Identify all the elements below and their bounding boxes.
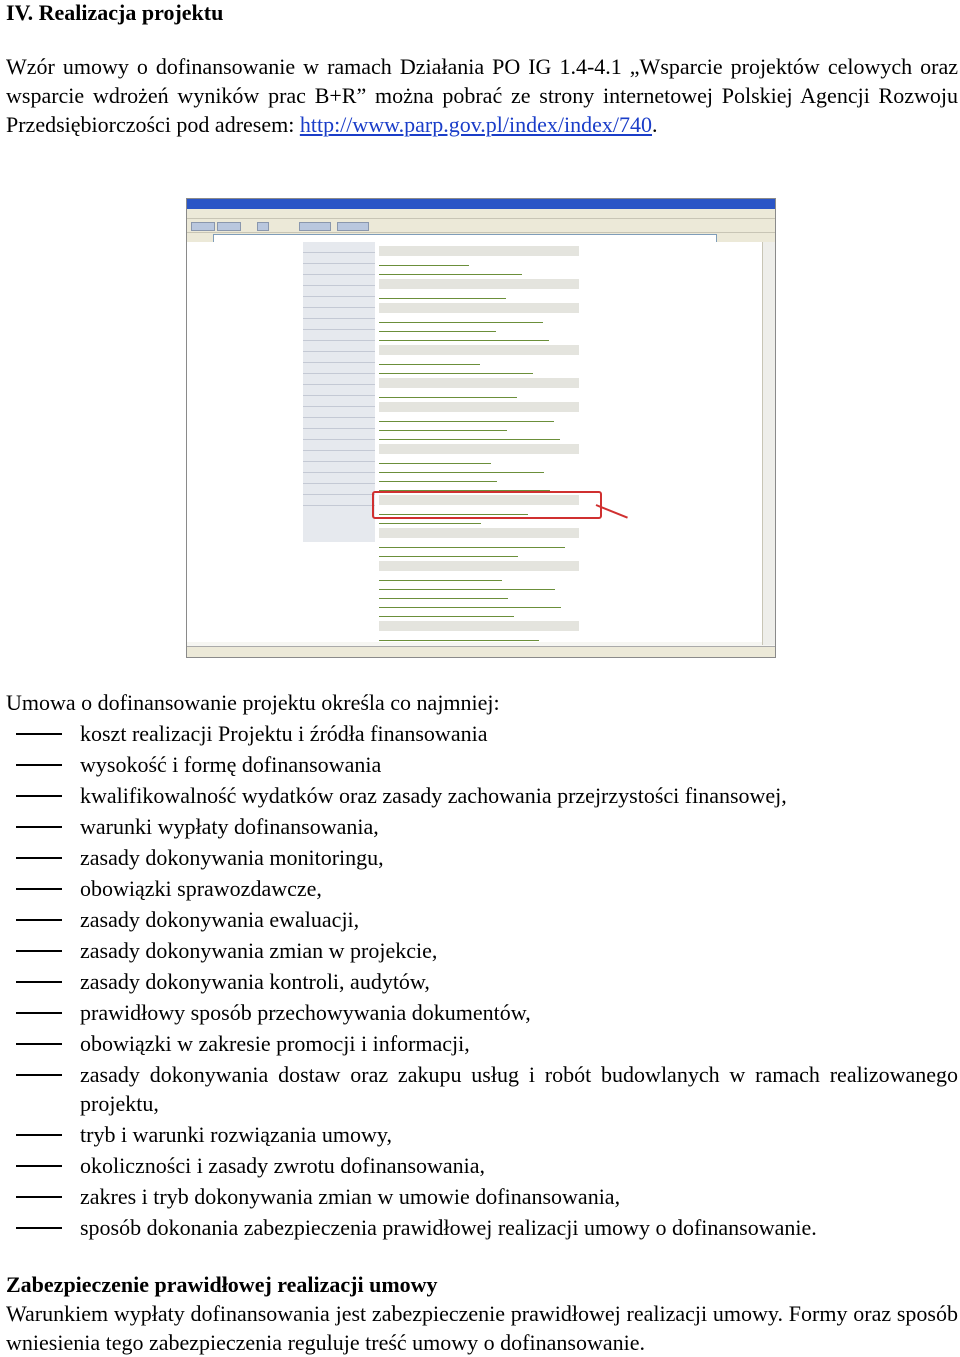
requirement-item <box>0 780 960 811</box>
screenshot-link-row <box>379 476 497 482</box>
screenshot-section-header <box>379 621 579 631</box>
screenshot-sidebar-row <box>303 473 375 484</box>
requirement-text: kwalifikowalność wydatków oraz zasady zachowania przejrzystości finansowej, <box>80 783 787 808</box>
dash-bullet <box>16 1165 62 1167</box>
requirement-item <box>0 842 960 873</box>
requirement-text: zasady dokonywania ewaluacji, <box>80 907 360 932</box>
requirement-item <box>0 1028 960 1059</box>
requirement-item <box>0 1181 960 1212</box>
requirement-text: tryb i warunki rozwiązania umowy, <box>80 1122 392 1147</box>
requirement-item <box>0 873 960 904</box>
screenshot-link-row <box>379 542 565 548</box>
requirement-text: warunki wypłaty dofinansowania, <box>80 814 379 839</box>
parp-link[interactable]: http://www.parp.gov.pl/index/index/740 <box>299 112 653 137</box>
screenshot-sidebar-row <box>303 374 375 385</box>
screenshot-sidebar-row <box>303 484 375 495</box>
requirement-item <box>0 811 960 842</box>
screenshot-link-row <box>379 551 518 557</box>
requirement-text: wysokość i formę dofinansowania <box>80 752 382 777</box>
screenshot-link-row <box>379 635 539 641</box>
screenshot-section-header <box>379 402 579 412</box>
requirement-text: zasady dokonywania monitoringu, <box>80 845 384 870</box>
requirements-intro: Umowa o dofinansowanie projektu określa co najmniej: <box>6 690 500 715</box>
screenshot-section-header <box>379 246 579 256</box>
screenshot-section-header <box>379 378 579 388</box>
dash-bullet <box>16 981 62 983</box>
security-section-text: Warunkiem wypłaty dofinansowania jest zabezpieczenie prawidłowej realizacji umowy. Formy oraz sposób wniesienia tego zabezpieczenia reguluje treść umowy o dofinansowanie. <box>6 1301 958 1355</box>
screenshot-section-header <box>379 279 579 289</box>
embedded-browser-screenshot <box>186 198 776 658</box>
screenshot-sidebar-row <box>303 297 375 308</box>
screenshot-sidebar-row <box>303 275 375 286</box>
screenshot-sidebar-row <box>303 242 375 253</box>
requirement-text: sposób dokonania zabezpieczenia prawidłowej realizacji umowy o dofinansowanie. <box>80 1215 817 1240</box>
requirement-item <box>0 749 960 780</box>
section-heading: IV. Realizacja projektu <box>6 0 224 25</box>
requirement-text: prawidłowy sposób przechowywania dokumentów, <box>80 1000 531 1025</box>
screenshot-link-row <box>379 269 522 275</box>
requirement-item <box>0 997 960 1028</box>
requirement-text: obowiązki w zakresie promocji i informacji, <box>80 1031 470 1056</box>
requirement-item <box>0 718 960 749</box>
screenshot-sidebar-row <box>303 319 375 330</box>
requirement-text: zasady dokonywania kontroli, audytów, <box>80 969 430 994</box>
requirement-text: zakres i tryb dokonywania zmian w umowie dofinansowania, <box>80 1184 621 1209</box>
screenshot-statusbar <box>187 646 775 657</box>
screenshot-sidebar-row <box>303 363 375 374</box>
screenshot-sidebar-row <box>303 286 375 297</box>
screenshot-highlight-box <box>372 491 602 519</box>
screenshot-sidebar-row <box>303 407 375 418</box>
screenshot-link-row <box>379 416 554 422</box>
screenshot-titlebar <box>187 199 775 209</box>
screenshot-link-row <box>379 602 561 608</box>
screenshot-section-header <box>379 345 579 355</box>
requirement-item <box>0 904 960 935</box>
requirement-text: zasady dokonywania dostaw oraz zakupu usług i robót budowlanych w ramach realizowanego projektu, <box>80 1062 958 1116</box>
dash-bullet <box>16 733 62 735</box>
screenshot-link-row <box>379 458 491 464</box>
screenshot-link-row <box>379 293 506 299</box>
screenshot-main-list <box>379 242 579 642</box>
screenshot-sidebar-row <box>303 495 375 506</box>
screenshot-sidebar-row <box>303 352 375 363</box>
requirement-text: okoliczności i zasady zwrotu dofinansowania, <box>80 1153 486 1178</box>
screenshot-link-row <box>379 584 555 590</box>
screenshot-link-row <box>379 359 480 365</box>
requirement-text: koszt realizacji Projektu i źródła finansowania <box>80 721 488 746</box>
screenshot-sidebar-row <box>303 308 375 319</box>
dash-bullet <box>16 1074 62 1076</box>
screenshot-sidebar-row <box>303 253 375 264</box>
dash-bullet <box>16 1227 62 1229</box>
dash-bullet <box>16 826 62 828</box>
requirement-item <box>0 1119 960 1150</box>
dash-bullet <box>16 888 62 890</box>
screenshot-link-row <box>379 260 469 266</box>
screenshot-sidebar-row <box>303 330 375 341</box>
screenshot-section-header <box>379 528 579 538</box>
screenshot-sidebar-row <box>303 451 375 462</box>
screenshot-section-header <box>379 303 579 313</box>
screenshot-section-header <box>379 444 579 454</box>
screenshot-link-row <box>379 575 502 581</box>
security-section-title: Zabezpieczenie prawidłowej realizacji umowy <box>6 1272 438 1297</box>
dash-bullet <box>16 1196 62 1198</box>
dash-bullet <box>16 1134 62 1136</box>
screenshot-sidebar-row <box>303 385 375 396</box>
intro-text: Wzór umowy o dofinansowanie w ramach Działania PO IG 1.4-4.1 „Wsparcie projektów celowych oraz wsparcie wdrożeń wyników prac B+R” można pobrać ze strony internetowej Polskiej Agencji Rozwoju Przedsiębiorczości pod adresem: <box>6 54 958 137</box>
dash-bullet <box>16 950 62 952</box>
dash-bullet <box>16 857 62 859</box>
screenshot-toolbar <box>187 219 775 233</box>
screenshot-link-row <box>379 368 533 374</box>
requirement-item <box>0 1150 960 1181</box>
requirement-item <box>0 935 960 966</box>
screenshot-link-row <box>379 335 549 341</box>
screenshot-link-row <box>379 326 496 332</box>
screenshot-sidebar-row <box>303 396 375 407</box>
dash-bullet <box>16 1043 62 1045</box>
screenshot-link-row <box>379 611 514 617</box>
screenshot-link-row <box>379 425 507 431</box>
screenshot-page-content <box>187 242 775 642</box>
requirement-item <box>0 966 960 997</box>
requirements-list <box>0 718 960 1243</box>
requirement-item <box>0 1059 960 1119</box>
screenshot-link-row <box>379 317 543 323</box>
requirement-text: obowiązki sprawozdawcze, <box>80 876 322 901</box>
dash-bullet <box>16 764 62 766</box>
screenshot-link-row <box>379 392 517 398</box>
screenshot-link-row <box>379 434 560 440</box>
intro-paragraph <box>6 52 958 139</box>
screenshot-link-row <box>379 593 508 599</box>
screenshot-link-row <box>379 467 544 473</box>
screenshot-sidebar-row <box>303 440 375 451</box>
screenshot-sidebar-row <box>303 264 375 275</box>
dash-bullet <box>16 919 62 921</box>
requirement-item <box>0 1212 960 1243</box>
screenshot-sidebar-row <box>303 462 375 473</box>
screenshot-menubar <box>187 209 775 219</box>
screenshot-sidebar-row <box>303 429 375 440</box>
dash-bullet <box>16 1012 62 1014</box>
screenshot-scrollbar <box>762 242 775 645</box>
screenshot-sidebar-row <box>303 341 375 352</box>
screenshot-sidebar <box>303 242 375 542</box>
requirement-text: zasady dokonywania zmian w projekcie, <box>80 938 438 963</box>
screenshot-sidebar-row <box>303 418 375 429</box>
dash-bullet <box>16 795 62 797</box>
intro-period: . <box>652 112 658 137</box>
screenshot-section-header <box>379 561 579 571</box>
